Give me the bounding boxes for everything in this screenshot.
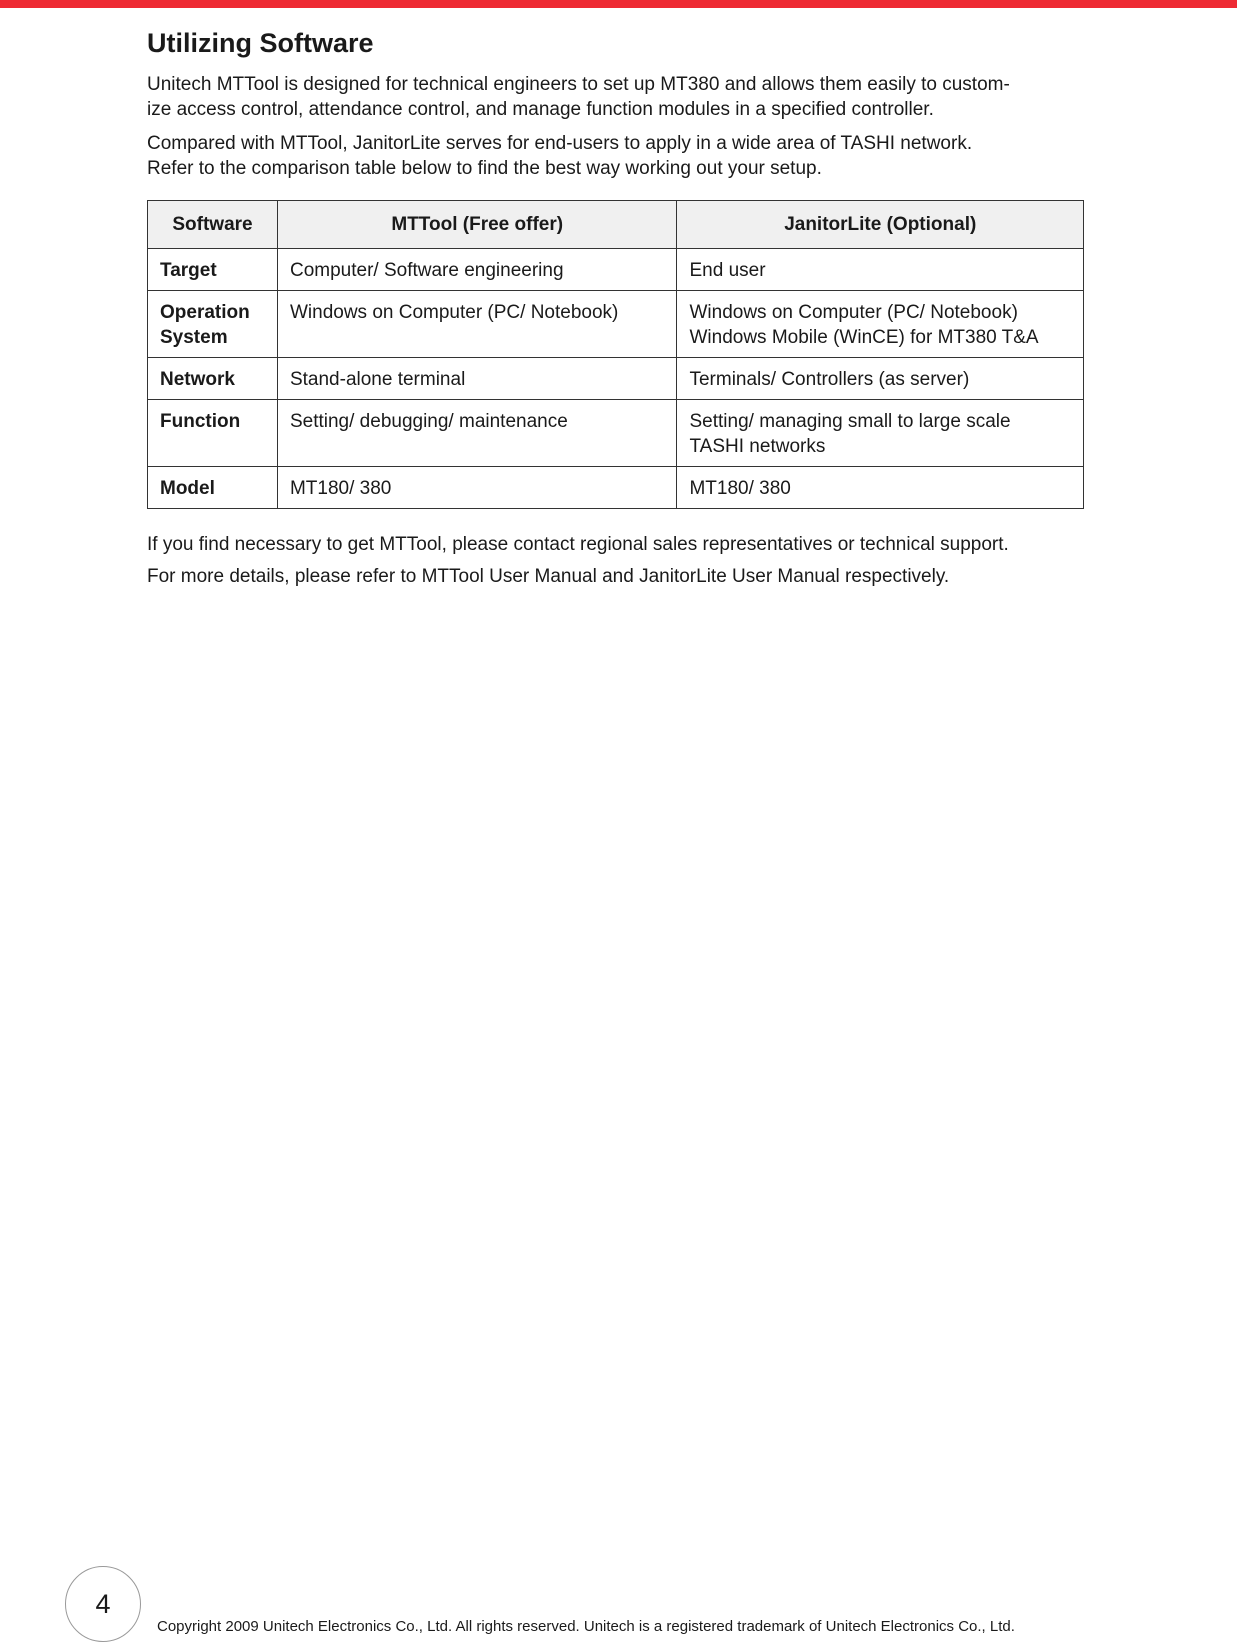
header-mttool: MTTool (Free offer) (277, 201, 677, 249)
copyright-notice: Copyright 2009 Unitech Electronics Co., Ltd. All rights reserved. Unitech is a registered trademark of Unitech Electronics Co., Ltd. (157, 1618, 1015, 1635)
table-row-network (148, 358, 1084, 400)
row-label: Network (148, 358, 278, 400)
janitor-cell: Terminals/ Controllers (as server) (677, 358, 1084, 400)
intro-paragraph-2 (147, 131, 1097, 181)
janitor-cell: Windows on Computer (PC/ Notebook) Windows Mobile (WinCE) for MT380 T&A (677, 291, 1084, 358)
mttool-cell: Computer/ Software engineering (277, 249, 677, 291)
page-title: Utilizing Software (147, 28, 374, 58)
row-label: Target (148, 249, 278, 291)
row-label: Model (148, 467, 278, 509)
table-row-function (148, 400, 1084, 467)
mttool-cell: MT180/ 380 (277, 467, 677, 509)
table-row-target (148, 249, 1084, 291)
intro-line: Compared with MTTool, JanitorLite serves for end-users to apply in a wide area of TASHI network. (147, 133, 973, 154)
mttool-cell: Windows on Computer (PC/ Notebook) (277, 291, 677, 358)
closing-notes (147, 532, 1107, 596)
page-content (147, 22, 1097, 181)
mttool-cell: Setting/ debugging/ maintenance (277, 400, 677, 467)
row-label: Function (148, 400, 278, 467)
intro-line: Unitech MTTool is designed for technical engineers to set up MT380 and allows them easily to custom- (147, 74, 1010, 95)
intro-line: Refer to the comparison table below to find the best way working out your setup. (147, 158, 822, 179)
note-paragraph: For more details, please refer to MTTool User Manual and JanitorLite User Manual respectively. (147, 566, 950, 587)
top-accent-bar (0, 0, 1237, 8)
janitor-cell: Setting/ managing small to large scale TASHI networks (677, 400, 1084, 467)
intro-paragraph-1 (147, 72, 1097, 122)
note-paragraph: If you find necessary to get MTTool, please contact regional sales representatives or technical support. (147, 534, 1009, 555)
page-number: 4 (65, 1566, 141, 1642)
table-row-model (148, 467, 1084, 509)
table-row-operation-system (148, 291, 1084, 358)
comparison-table (147, 200, 1084, 509)
mttool-cell: Stand-alone terminal (277, 358, 677, 400)
header-janitorlite: JanitorLite (Optional) (677, 201, 1084, 249)
table-header-row (148, 201, 1084, 249)
header-software: Software (148, 201, 278, 249)
row-label: Operation System (148, 291, 278, 358)
janitor-cell: End user (677, 249, 1084, 291)
janitor-cell: MT180/ 380 (677, 467, 1084, 509)
intro-line: ize access control, attendance control, and manage function modules in a specified controller. (147, 99, 934, 120)
